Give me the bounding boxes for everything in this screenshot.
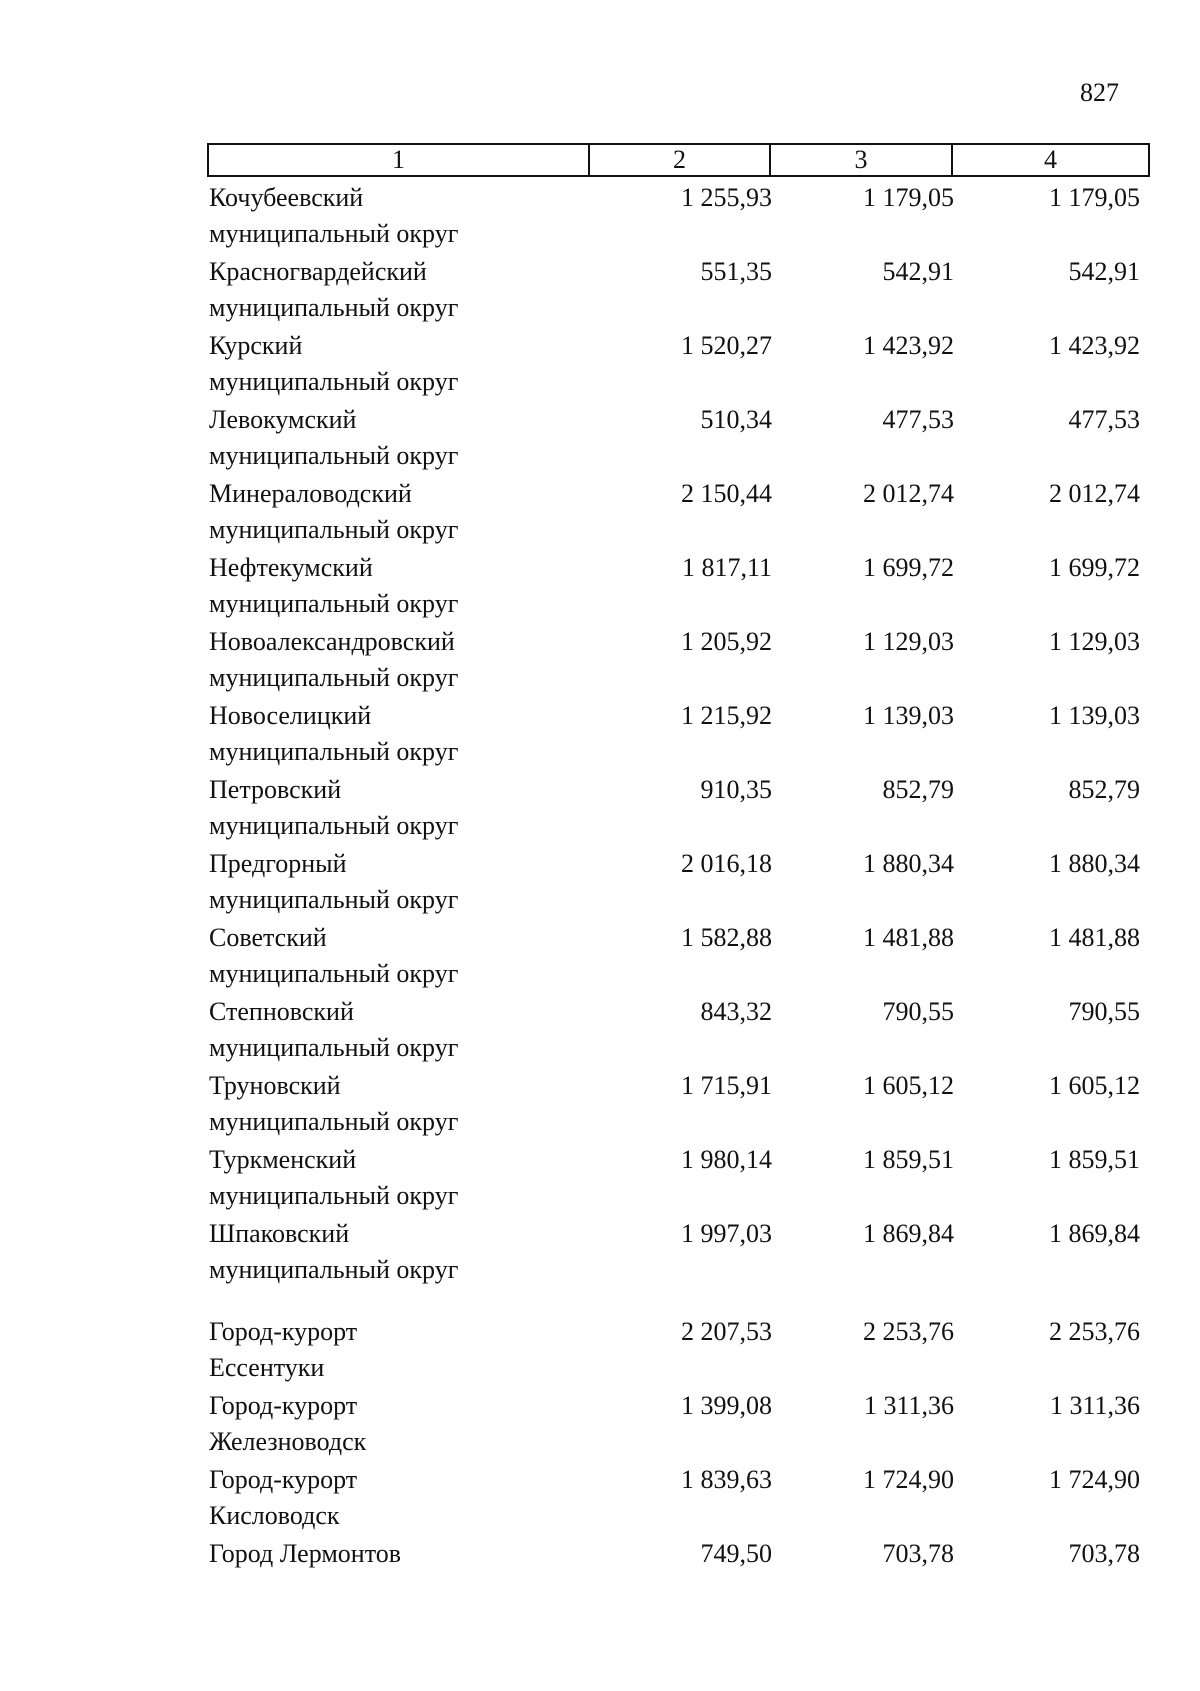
- row-name: [209, 476, 589, 548]
- value-col-3: 1 129,03: [863, 627, 954, 656]
- value-col-2: 2 150,44: [681, 479, 772, 508]
- row-name-line-2: Железноводск: [209, 1427, 367, 1456]
- value-col-4: 790,55: [1068, 997, 1140, 1026]
- row-name-line-1: Курский: [209, 331, 303, 360]
- row-name-line-1: Новоалександровский: [209, 627, 455, 656]
- value-col-4: 2 253,76: [1049, 1317, 1140, 1346]
- value-col-3: 852,79: [882, 775, 954, 804]
- row-name: [209, 180, 589, 252]
- value-col-3: 1 605,12: [863, 1071, 954, 1100]
- header-col-2: 2: [590, 145, 771, 175]
- value-col-2: 1 582,88: [681, 923, 772, 952]
- value-col-3: 1 179,05: [863, 183, 954, 212]
- row-name-line-2: муниципальный округ: [209, 293, 459, 322]
- table-row: [207, 624, 1150, 698]
- value-col-2: 1 205,92: [681, 627, 772, 656]
- row-name-line-1: Город Лермонтов: [209, 1539, 401, 1568]
- row-name-line-1: Красногвардейский: [209, 257, 427, 286]
- value-col-2: 1 520,27: [681, 331, 772, 360]
- row-name: [209, 624, 589, 696]
- value-col-4: 1 859,51: [1049, 1145, 1140, 1174]
- table-row: [207, 1462, 1150, 1536]
- value-col-4: 1 605,12: [1049, 1071, 1140, 1100]
- value-col-3: 1 481,88: [863, 923, 954, 952]
- row-name: [209, 1462, 589, 1534]
- row-name: [209, 1314, 589, 1386]
- row-name: [209, 1536, 589, 1572]
- table-row: [207, 1388, 1150, 1462]
- table-row: [207, 1314, 1150, 1388]
- row-name-line-2: муниципальный округ: [209, 1107, 459, 1136]
- table-row: [207, 1216, 1150, 1290]
- value-col-3: 477,53: [882, 405, 954, 434]
- row-name-line-1: Нефтекумский: [209, 553, 373, 582]
- value-col-2: 1 715,91: [681, 1071, 772, 1100]
- row-name-line-1: Минераловодский: [209, 479, 412, 508]
- value-col-2: 1 997,03: [681, 1219, 772, 1248]
- row-name-line-2: муниципальный округ: [209, 1255, 459, 1284]
- row-name-line-1: Степновский: [209, 997, 354, 1026]
- table-row: [207, 920, 1150, 994]
- value-col-3: 1 869,84: [863, 1219, 954, 1248]
- value-col-4: 542,91: [1068, 257, 1140, 286]
- row-name-line-1: Предгорный: [209, 849, 347, 878]
- table-row: [207, 698, 1150, 772]
- value-col-2: 749,50: [700, 1539, 772, 1568]
- header-col-4: 4: [1044, 145, 1057, 174]
- row-name-line-1: Туркменский: [209, 1145, 357, 1174]
- row-name: [209, 846, 589, 918]
- row-name: [209, 402, 589, 474]
- table-row: [207, 180, 1150, 254]
- row-name: [209, 1068, 589, 1140]
- row-name-line-2: муниципальный округ: [209, 811, 459, 840]
- row-name-line-2: муниципальный округ: [209, 589, 459, 618]
- table-row: [207, 846, 1150, 920]
- value-col-3: 542,91: [882, 257, 954, 286]
- table-row: [207, 328, 1150, 402]
- row-name: [209, 920, 589, 992]
- value-col-3: 790,55: [882, 997, 954, 1026]
- row-name-line-1: Город-курорт: [209, 1391, 358, 1420]
- row-name-line-2: муниципальный округ: [209, 367, 459, 396]
- value-col-3: 703,78: [882, 1539, 954, 1568]
- row-name-line-2: муниципальный округ: [209, 737, 459, 766]
- row-name: [209, 254, 589, 326]
- value-col-2: 1 817,11: [681, 553, 772, 582]
- row-name-line-2: муниципальный округ: [209, 959, 459, 988]
- row-name-line-1: Новоселицкий: [209, 701, 372, 730]
- value-col-2: 843,32: [700, 997, 772, 1026]
- row-name: [209, 772, 589, 844]
- value-col-2: 551,35: [700, 257, 772, 286]
- row-name-line-1: Труновский: [209, 1071, 341, 1100]
- row-name-line-2: муниципальный округ: [209, 1033, 459, 1062]
- value-col-4: 477,53: [1068, 405, 1140, 434]
- table-row: [207, 1068, 1150, 1142]
- page-number: 827: [1080, 78, 1119, 107]
- row-name-line-2: муниципальный округ: [209, 441, 459, 470]
- value-col-4: 1 724,90: [1049, 1465, 1140, 1494]
- header-col-3: 3: [771, 145, 953, 175]
- row-name-line-2: муниципальный округ: [209, 663, 459, 692]
- value-col-2: 2 207,53: [681, 1317, 772, 1346]
- table-row: [207, 254, 1150, 328]
- row-name-line-2: муниципальный округ: [209, 515, 459, 544]
- value-col-3: 1 880,34: [863, 849, 954, 878]
- table-row: [207, 550, 1150, 624]
- row-name-line-2: муниципальный округ: [209, 1181, 459, 1210]
- table-row: [207, 1142, 1150, 1216]
- row-name: [209, 1388, 589, 1460]
- row-name: [209, 698, 589, 770]
- value-col-2: 2 016,18: [681, 849, 772, 878]
- value-col-3: 1 139,03: [863, 701, 954, 730]
- value-col-4: 1 139,03: [1049, 701, 1140, 730]
- row-name-line-1: Кочубеевский: [209, 183, 364, 212]
- row-name-line-2: муниципальный округ: [209, 219, 459, 248]
- value-col-4: 1 311,36: [1049, 1391, 1140, 1420]
- row-name-line-1: Город-курорт: [209, 1317, 358, 1346]
- value-col-3: 2 253,76: [863, 1317, 954, 1346]
- row-name: [209, 994, 589, 1066]
- row-name-line-1: Город-курорт: [209, 1465, 358, 1494]
- table-row: [207, 772, 1150, 846]
- table-row: [207, 994, 1150, 1068]
- table-row: [207, 476, 1150, 550]
- value-col-3: 1 699,72: [863, 553, 954, 582]
- row-name-line-2: Кисловодск: [209, 1501, 340, 1530]
- value-col-4: 1 699,72: [1049, 553, 1140, 582]
- table-body: [207, 180, 1150, 1610]
- value-col-2: 1 255,93: [681, 183, 772, 212]
- row-name: [209, 328, 589, 400]
- table-row: [207, 1536, 1150, 1610]
- value-col-3: 1 311,36: [863, 1391, 954, 1420]
- value-col-3: 1 423,92: [863, 331, 954, 360]
- value-col-4: 703,78: [1068, 1539, 1140, 1568]
- row-name-line-1: Советский: [209, 923, 327, 952]
- header-col-1: 1: [209, 145, 590, 175]
- value-col-2: 910,35: [700, 775, 772, 804]
- value-col-2: 1 839,63: [681, 1465, 772, 1494]
- value-col-4: 1 869,84: [1049, 1219, 1140, 1248]
- row-name-line-2: Ессентуки: [209, 1353, 325, 1382]
- value-col-4: 1 880,34: [1049, 849, 1140, 878]
- value-col-4: 1 129,03: [1049, 627, 1140, 656]
- value-col-4: 2 012,74: [1049, 479, 1140, 508]
- row-name-line-1: Левокумский: [209, 405, 357, 434]
- value-col-4: 1 423,92: [1049, 331, 1140, 360]
- value-col-3: 2 012,74: [863, 479, 954, 508]
- row-name-line-2: муниципальный округ: [209, 885, 459, 914]
- value-col-2: 510,34: [700, 405, 772, 434]
- row-name-line-1: Петровский: [209, 775, 342, 804]
- value-col-4: 1 179,05: [1049, 183, 1140, 212]
- value-col-3: 1 724,90: [863, 1465, 954, 1494]
- value-col-3: 1 859,51: [863, 1145, 954, 1174]
- row-name: [209, 550, 589, 622]
- table-header: [207, 143, 1150, 177]
- value-col-2: 1 980,14: [681, 1145, 772, 1174]
- value-col-2: 1 215,92: [681, 701, 772, 730]
- table-row: [207, 402, 1150, 476]
- row-name: [209, 1216, 589, 1288]
- row-name: [209, 1142, 589, 1214]
- value-col-4: 852,79: [1068, 775, 1140, 804]
- row-name-line-1: Шпаковский: [209, 1219, 350, 1248]
- value-col-4: 1 481,88: [1049, 923, 1140, 952]
- value-col-2: 1 399,08: [681, 1391, 772, 1420]
